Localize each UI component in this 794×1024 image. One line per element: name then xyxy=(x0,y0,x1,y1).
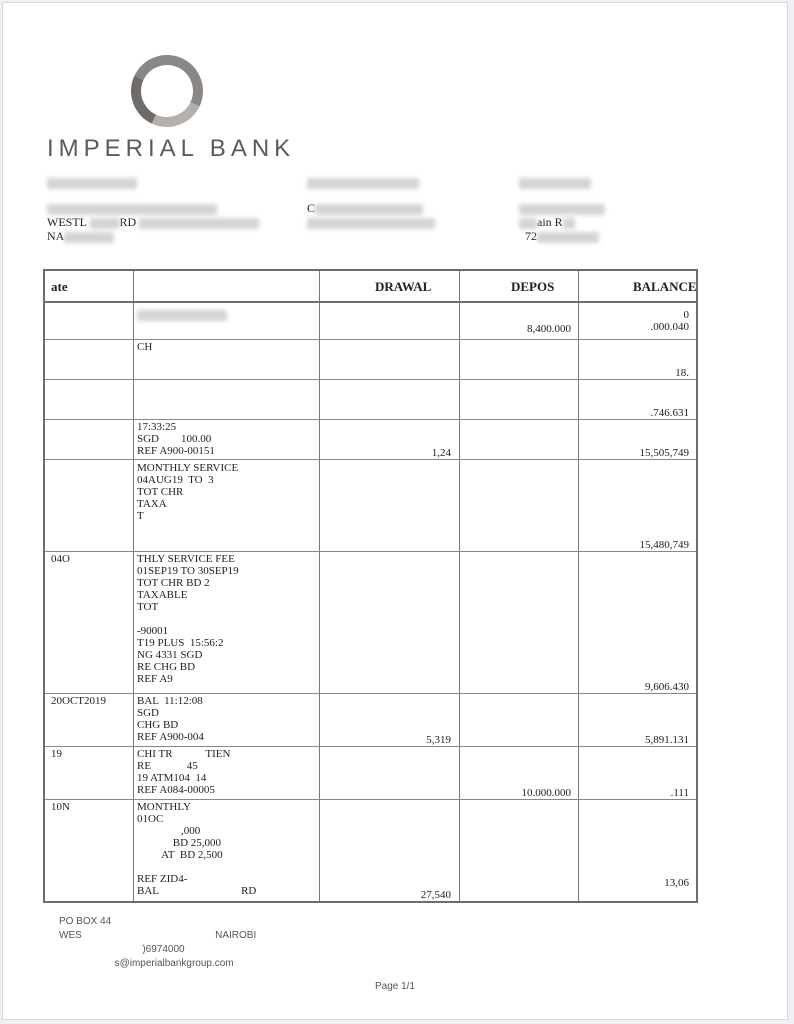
table-header-row xyxy=(45,271,696,303)
row-4-balance: 15,505,749 xyxy=(639,447,689,459)
address-text-1: WESTL xyxy=(47,215,87,229)
account-number-line xyxy=(519,175,591,189)
row-divider xyxy=(45,746,696,747)
customer-name-line xyxy=(47,175,137,189)
footer-line-email: s@imperialbankgroup.com xyxy=(59,958,234,969)
row-6-description: THLY SERVICE FEE 01SEP19 TO 30SEP19 TOT CHR BD 2 TAXABLE TOT -90001 T19 PLUS 15:56:2 NG 4331 SGD RE CHG BD REF A9 xyxy=(137,553,239,685)
row-2-balance: 18. xyxy=(675,367,689,379)
row-4-description: 17:33:25 SGD 100.00 REF A900-00151 xyxy=(137,421,215,457)
statement-info-line2 xyxy=(307,215,435,229)
bank-logo-icon xyxy=(121,45,213,137)
row-6-date: 04O xyxy=(51,553,70,565)
row-8-date: 19 xyxy=(51,748,62,760)
column-divider xyxy=(578,271,579,901)
row-divider xyxy=(45,551,696,552)
row-9-balance: 13,06 xyxy=(664,877,689,889)
row-4-withdrawal: 1,24 xyxy=(431,447,451,459)
row-9-description: MONTHLY 01OC ,000 BD 25,000 AT BD 2,500 REF ZID4- BAL RD xyxy=(137,801,257,897)
statement-info-text: C xyxy=(307,201,316,215)
row-divider xyxy=(45,379,696,380)
statement-page xyxy=(2,2,788,1020)
row-divider xyxy=(45,419,696,420)
row-0-deposit: 8,400.000 xyxy=(527,323,571,335)
customer-address-line2 xyxy=(47,215,259,229)
row-8-description: CHI TR TIEN RE 45 19 ATM104 14 REF A084-00005 xyxy=(137,748,231,796)
address-text-2: RD xyxy=(119,215,137,229)
row-8-balance: .111 xyxy=(670,787,689,799)
footer-line-po-box: PO BOX 44 xyxy=(59,916,112,927)
customer-address-line3 xyxy=(47,229,114,243)
column-divider xyxy=(459,271,460,901)
row-divider xyxy=(45,459,696,460)
customer-address-line1 xyxy=(47,201,217,215)
column-header-date: ate xyxy=(51,279,68,294)
branch-line3 xyxy=(525,229,599,243)
bank-contact-footer xyxy=(59,915,256,971)
row-divider xyxy=(45,799,696,800)
branch-text-2: 72 xyxy=(525,229,537,243)
row-divider xyxy=(45,693,696,694)
row-9-date: 10N xyxy=(51,801,70,813)
row-6-balance: 9,606.430 xyxy=(645,681,689,693)
bank-name-logo: IMPERIAL BANK xyxy=(47,135,296,162)
column-divider xyxy=(319,271,320,901)
address-text-3: NA xyxy=(47,229,65,243)
row-8-deposit: 10.000.000 xyxy=(521,787,571,799)
branch-line2 xyxy=(519,215,575,229)
row-0-description xyxy=(137,309,227,321)
row-0-balance: 0 .000.040 xyxy=(650,309,689,333)
branch-line1 xyxy=(519,201,605,215)
column-header-balance: BALANCE xyxy=(633,279,697,294)
row-7-description: BAL 11:12:08 SGD CHG BD REF A900-004 xyxy=(137,695,204,743)
row-9-withdrawal: 27,540 xyxy=(420,889,451,901)
branch-text-1: ain R xyxy=(537,215,563,229)
row-5-description: MONTHLY SERVICE 04AUG19 TO 3 TOT CHR TAXA T xyxy=(137,462,239,522)
row-3-balance: .746.631 xyxy=(650,407,689,419)
row-1-description: CH xyxy=(137,341,153,353)
footer-line-phone: )6974000 xyxy=(59,944,185,955)
column-header-deposit: DEPOS xyxy=(511,279,555,294)
row-7-date: 20OCT2019 xyxy=(51,695,106,707)
row-7-withdrawal: 5,319 xyxy=(426,734,451,746)
transactions-table xyxy=(43,269,698,903)
row-5-balance: 15,480,749 xyxy=(639,539,689,551)
page-number: Page 1/1 xyxy=(374,981,416,992)
statement-label xyxy=(307,175,419,189)
footer-line-address: WES NAIROBI xyxy=(59,930,257,941)
row-divider xyxy=(45,339,696,340)
column-divider xyxy=(133,271,134,901)
row-7-balance: 5,891.131 xyxy=(645,734,689,746)
statement-info-line1 xyxy=(307,201,423,215)
column-header-withdrawal: DRAWAL xyxy=(375,279,432,294)
